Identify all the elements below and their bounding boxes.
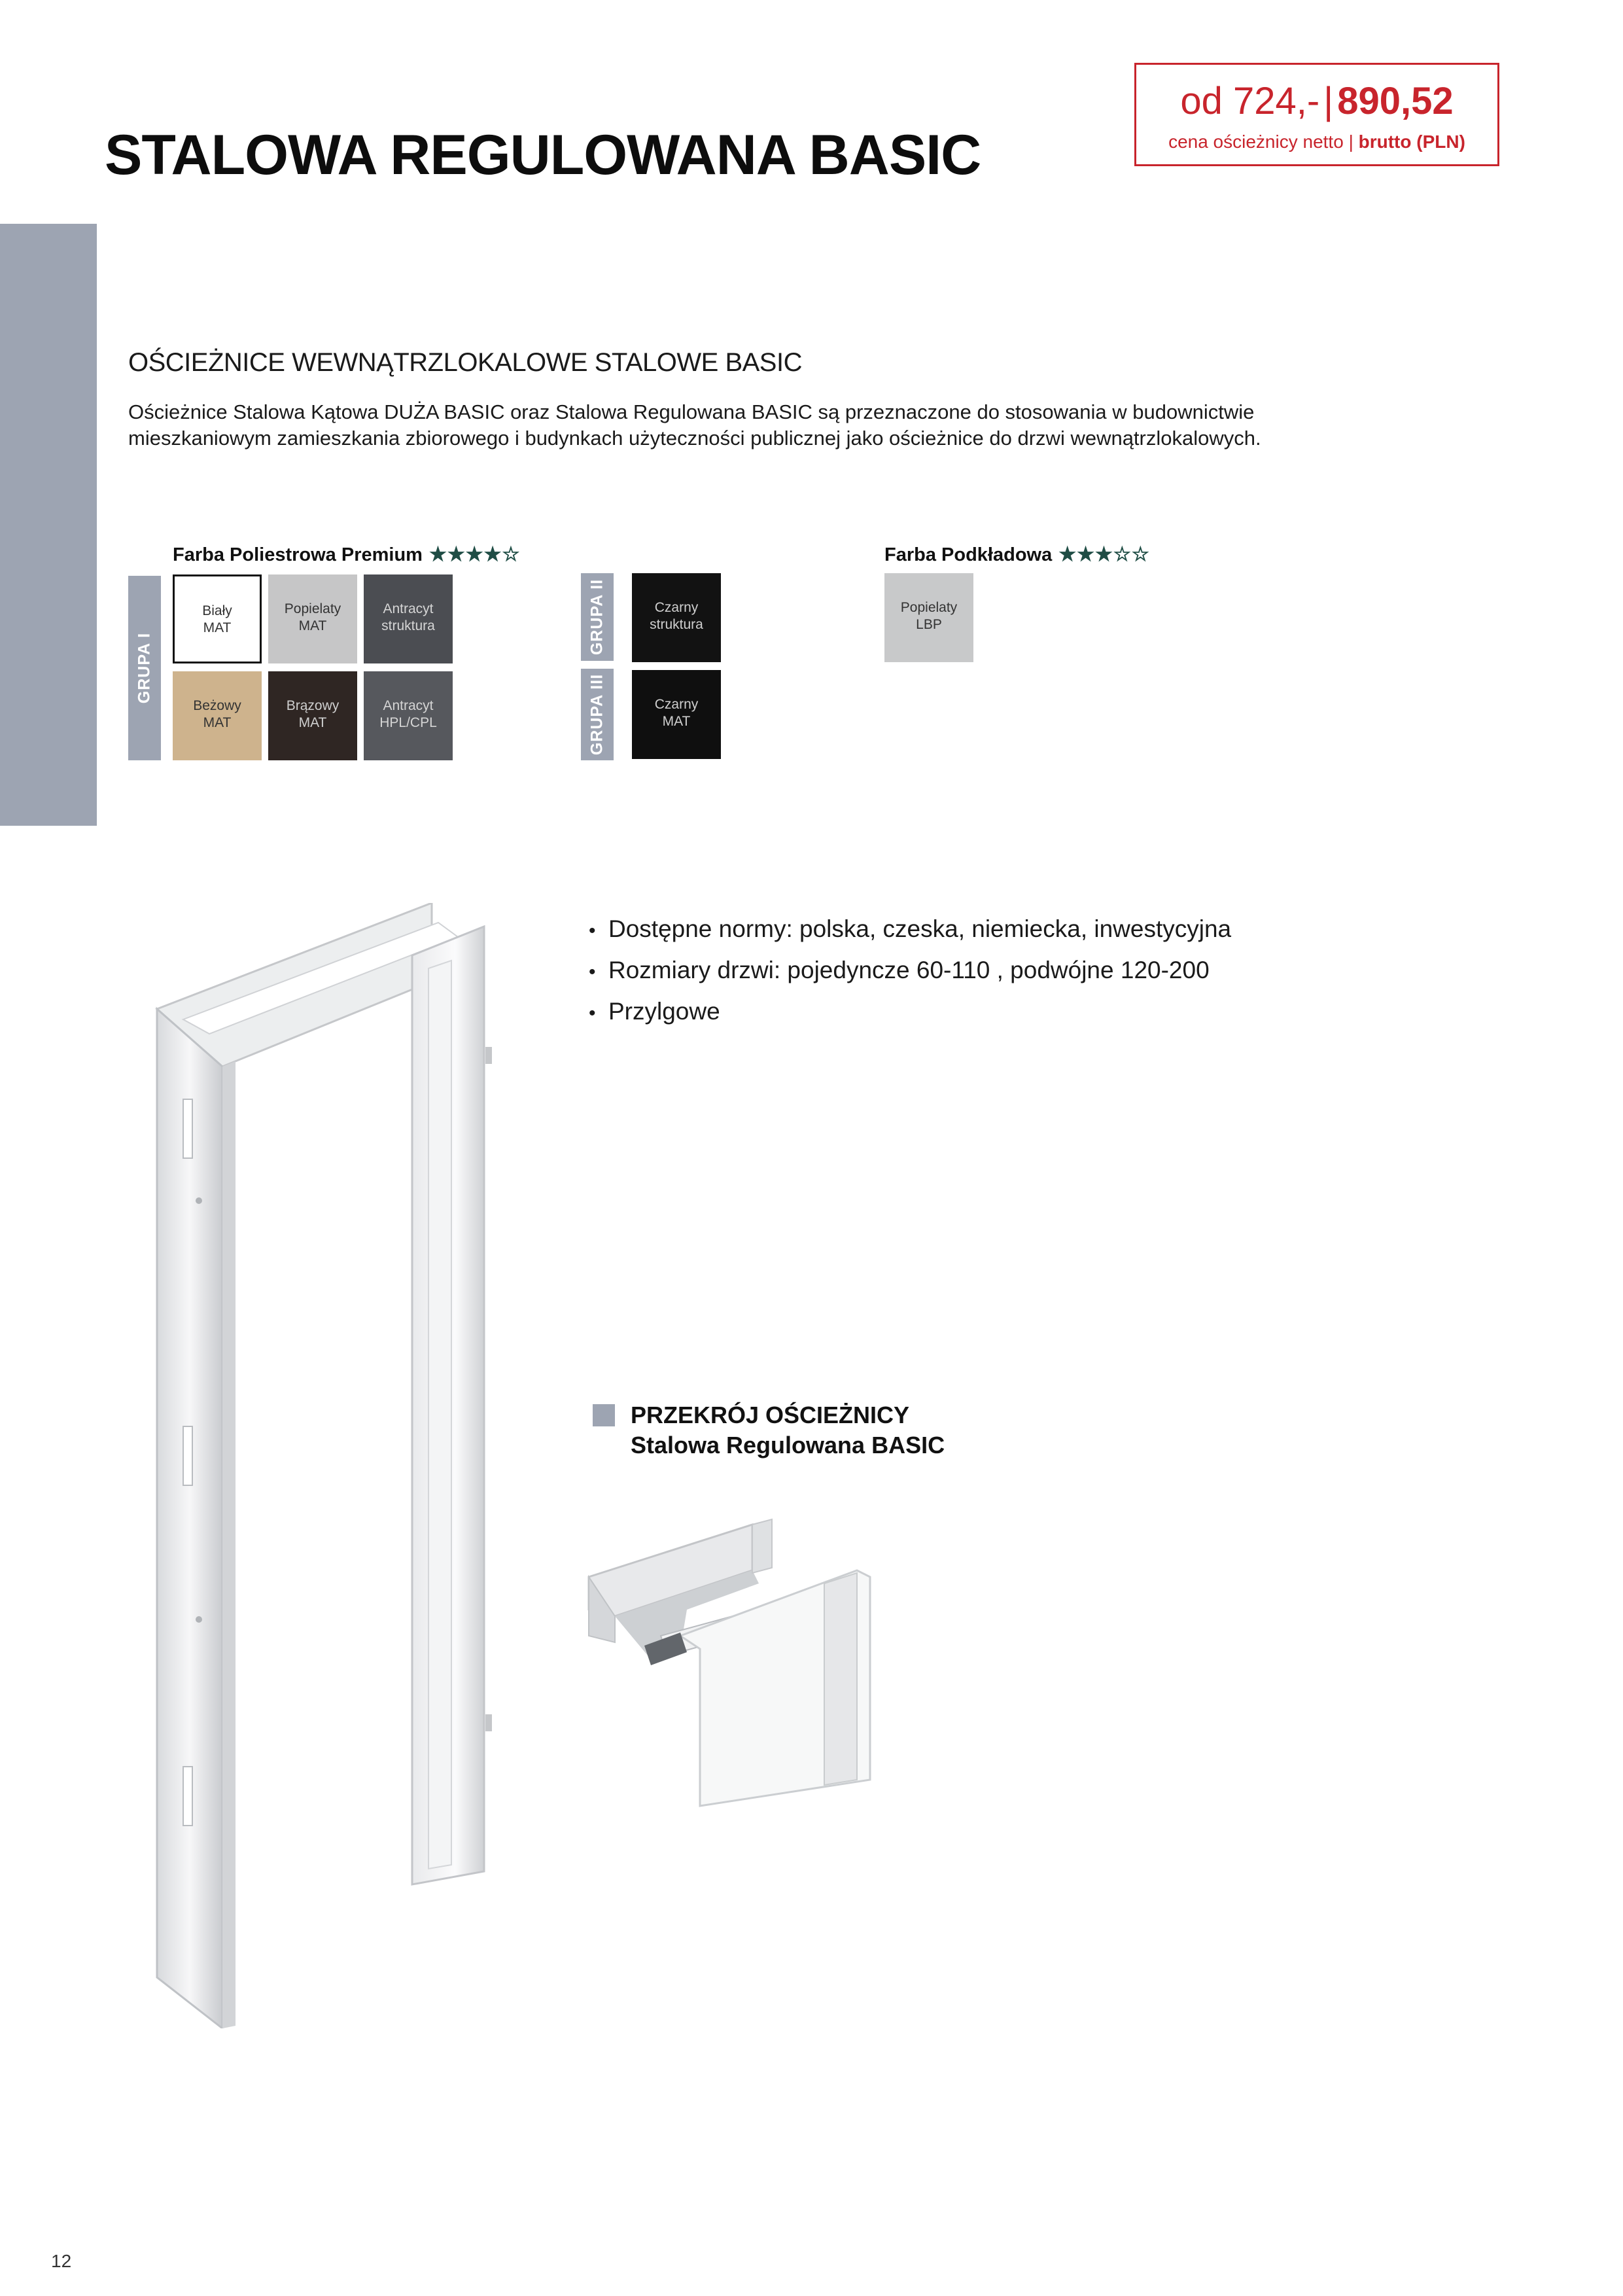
swatch-finish: MAT [203, 715, 232, 730]
swatch-name: Brązowy [286, 698, 340, 713]
swatch-name: Antracyt [383, 601, 434, 616]
feature-text: Dostępne normy: polska, czeska, niemiecka, inwestycyjna [608, 915, 1232, 942]
group-tab-3 [581, 669, 614, 760]
swatch-brazowy-mat [268, 671, 357, 760]
section-heading: OŚCIEŻNICE WEWNĄTRZLOKALOWE STALOWE BASIC [128, 348, 802, 377]
palette-primer-name: Farba Podkładowa [884, 544, 1053, 565]
cross-section-marker-icon [593, 1404, 615, 1426]
page-title: STALOWA REGULOWANA BASIC [105, 124, 981, 186]
price-net: od 724,- [1180, 80, 1320, 122]
group-1-label: GRUPA I [135, 632, 154, 704]
cross-section-title-line2: Stalowa Regulowana BASIC [631, 1432, 945, 1458]
cross-section-title [631, 1400, 945, 1460]
swatch-finish: struktura [650, 617, 703, 632]
intro-paragraph: Ościeżnice Stalowa Kątowa DUŻA BASIC oraz Stalowa Regulowana BASIC są przeznaczone do stosowania w budownictwie mieszkaniowym zamieszkania zbiorowego i budynkach użyteczności publicznej jako ościeżnice do drzwi wewnątrzlokalowych. [128, 400, 1261, 450]
swatch-name: Popielaty [284, 601, 341, 616]
swatch-finish: MAT [298, 618, 327, 633]
side-accent-bar [0, 224, 97, 826]
swatch-name: Biały [202, 603, 232, 618]
group-tab-2 [581, 573, 614, 661]
feature-text: Przylgowe [608, 998, 720, 1025]
primer-rating-stars-icon: ★★★☆☆ [1058, 544, 1150, 565]
price-gross: 890,52 [1337, 80, 1454, 122]
price-caption-net: cena ościeżnicy netto [1168, 132, 1344, 152]
palette-premium-name: Farba Poliestrowa Premium [173, 544, 423, 565]
door-frame-image [131, 903, 536, 2028]
palette-premium-label [173, 543, 520, 566]
swatch-name: Antracyt [383, 698, 434, 713]
bullet-icon: • [589, 961, 596, 983]
feature-item [589, 951, 1231, 992]
swatch-antracyt-hpl-cpl [364, 671, 453, 760]
group-tab-1 [128, 576, 161, 760]
swatch-name: Beżowy [193, 698, 241, 713]
feature-item [589, 910, 1231, 951]
swatch-popielaty-mat [268, 574, 357, 663]
swatch-name: Czarny [654, 600, 699, 615]
feature-text: Rozmiary drzwi: pojedyncze 60-110 , podwójne 120-200 [608, 957, 1210, 983]
swatch-bialy-mat [173, 574, 262, 663]
swatch-name: Popielaty [900, 600, 958, 615]
price-box [1134, 63, 1499, 166]
group-3-label: GRUPA III [587, 673, 606, 756]
swatch-finish: MAT [298, 715, 327, 730]
swatch-czarny-struktura [632, 573, 721, 662]
page-number: 12 [51, 2251, 72, 2271]
swatch-finish: MAT [662, 714, 691, 729]
feature-item [589, 992, 1231, 1033]
price-caption-separator: | [1348, 132, 1353, 152]
price-separator: | [1323, 80, 1334, 122]
swatch-antracyt-struktura [364, 574, 453, 663]
swatch-finish: HPL/CPL [379, 715, 437, 730]
swatch-czarny-mat [632, 670, 721, 759]
swatch-popielaty-lbp [884, 573, 973, 662]
bullet-icon: • [589, 1002, 596, 1024]
frame-cross-section-image [582, 1505, 890, 1819]
feature-list [589, 910, 1231, 1033]
swatch-bezowy-mat [173, 671, 262, 760]
price-caption-gross: brutto (PLN) [1358, 132, 1465, 152]
cross-section-title-line1: PRZEKRÓJ OŚCIEŻNICY [631, 1402, 910, 1428]
premium-rating-stars-icon: ★★★★☆ [428, 544, 521, 565]
swatch-finish: struktura [381, 618, 435, 633]
price-line [1136, 80, 1497, 122]
group-2-label: GRUPA II [587, 578, 606, 656]
bullet-icon: • [589, 920, 596, 942]
price-caption [1136, 132, 1497, 152]
swatch-finish: MAT [203, 620, 232, 635]
swatch-name: Czarny [654, 697, 699, 712]
palette-primer-label [884, 543, 1150, 566]
swatch-finish: LBP [916, 617, 942, 632]
